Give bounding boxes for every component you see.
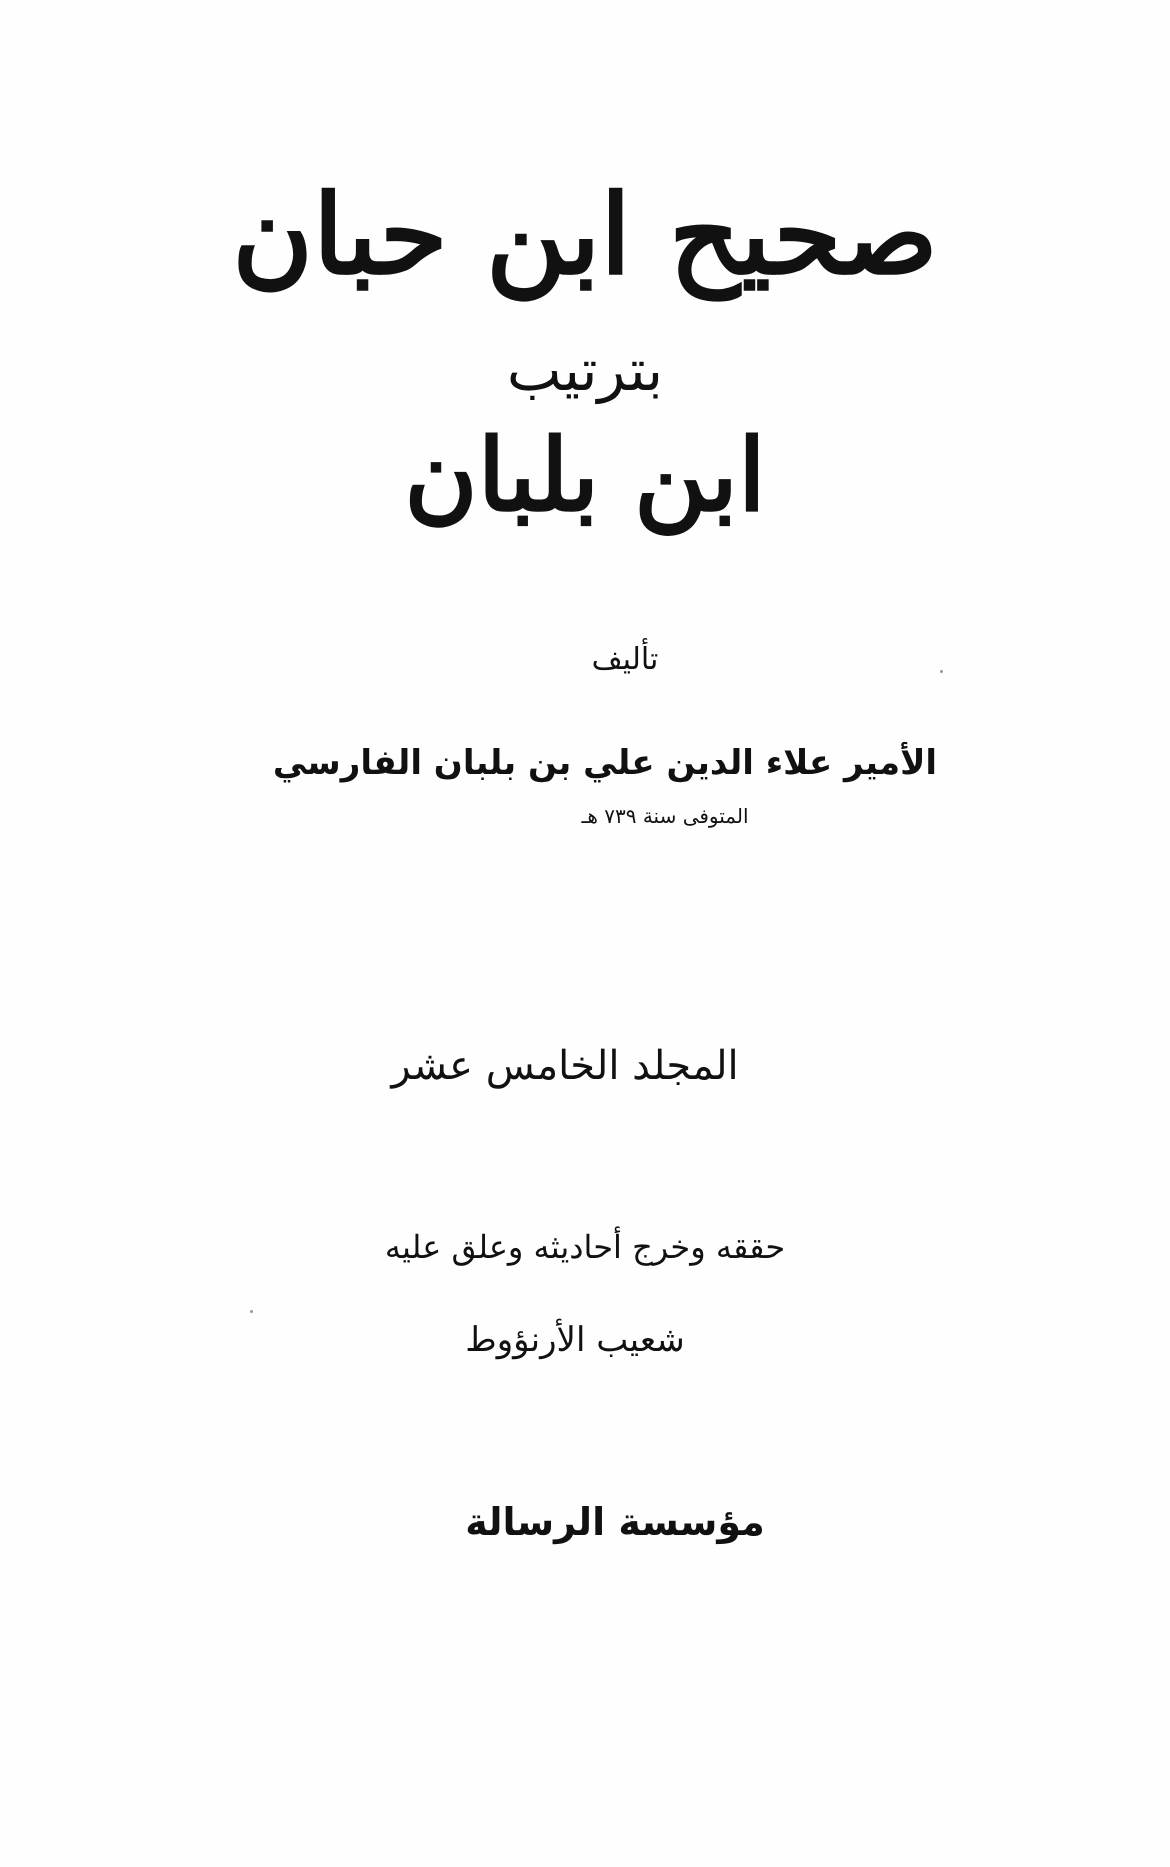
- author-name: الأمير علاء الدين علي بن بلبان الفارسي: [272, 743, 938, 783]
- publisher-name: مؤسسة الرسالة: [465, 1500, 765, 1544]
- editor-label: حققه وخرج أحاديثه وعلق عليه: [384, 1228, 786, 1266]
- book-subtitle-arranged-by: بترتيب: [506, 336, 664, 404]
- scan-speck: [940, 670, 943, 673]
- book-title: صحيح ابن حبان: [232, 170, 938, 299]
- author-label: تأليف: [591, 642, 659, 677]
- book-title-arranger: ابن بلبان: [404, 416, 766, 534]
- scan-speck: [250, 1310, 253, 1313]
- editor-name: شعيب الأرنؤوط: [465, 1320, 685, 1360]
- author-death-date: المتوفى سنة ٧٣٩ هـ: [581, 804, 749, 828]
- volume-number: المجلد الخامس عشر: [391, 1043, 739, 1089]
